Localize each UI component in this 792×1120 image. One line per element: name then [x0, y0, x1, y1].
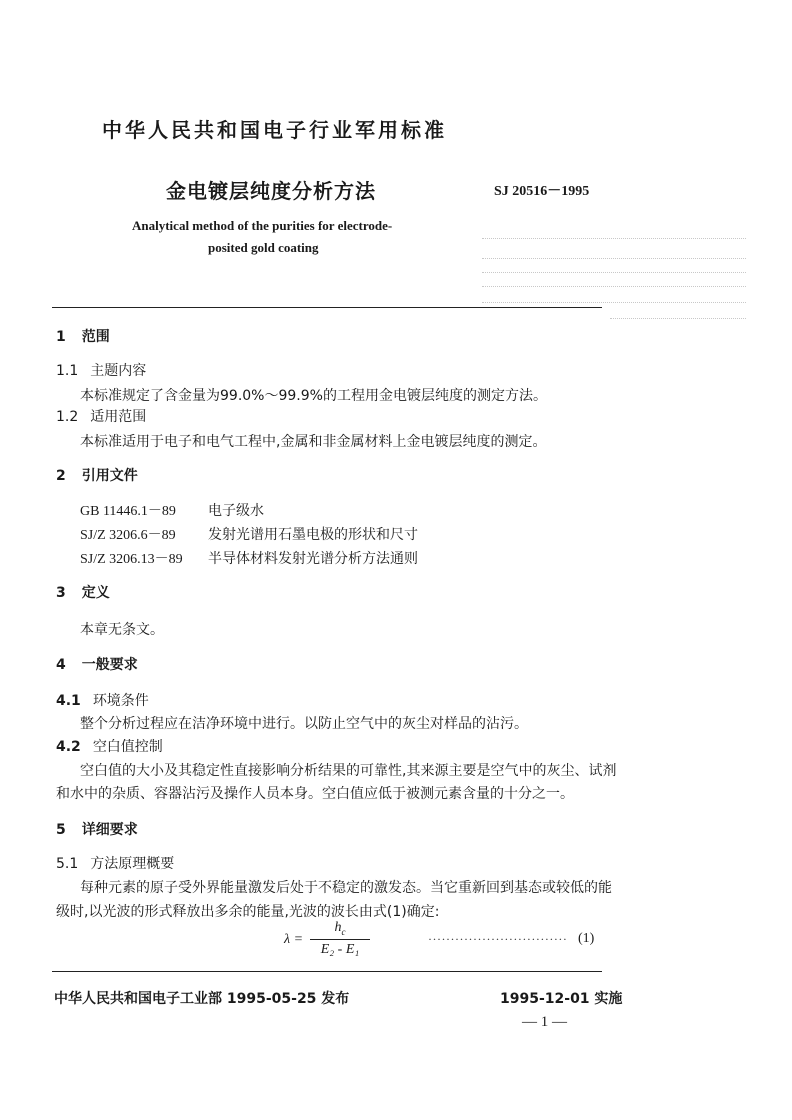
section-number: 1.2 [56, 409, 79, 425]
section-1-2-heading [56, 406, 146, 426]
fraction-bar [310, 939, 370, 940]
section-title: 主题内容 [90, 363, 147, 379]
section-5-1-text-line-2: 级时,以光波的形式释放出多余的能量,光波的波长由式(1)确定: [56, 904, 440, 920]
section-title: 范围 [81, 329, 110, 345]
issuer-line: 中华人民共和国电子工业部 1995-05-25 发布 [54, 991, 350, 1007]
page-number: — 1 — [522, 1014, 567, 1030]
section-number: 5 [56, 822, 66, 838]
formula-number: (1) [578, 931, 595, 946]
section-1-1-text: 本标准规定了含金量为99.0%～99.9%的工程用金电镀层纯度的测定方法。 [80, 388, 547, 404]
section-2-heading [56, 465, 138, 485]
footer-divider [52, 971, 602, 972]
effective-date: 1995-12-01 实施 [500, 991, 623, 1007]
formula-numerator-subscript: c [341, 926, 346, 937]
section-title: 适用范围 [90, 409, 147, 425]
formula-denominator: E₂ - E₁ [320, 941, 360, 957]
scan-artifact-line [482, 302, 746, 303]
reference-item [80, 524, 418, 544]
org-title: 中华人民共和国电子行业军用标准 [102, 118, 447, 142]
scan-artifact-line [610, 318, 746, 319]
formula-lhs: λ = [284, 932, 304, 947]
reference-code: SJ/Z 3206.6－89 [80, 528, 176, 543]
section-4-2-text-line-1: 空白值的大小及其稳定性直接影响分析结果的可靠性,其来源主要是空气中的灰尘、试剂 [80, 763, 617, 779]
section-5-heading [56, 819, 138, 839]
formula-numerator [310, 920, 370, 937]
section-title: 一般要求 [81, 657, 138, 673]
reference-item [80, 548, 418, 568]
section-number: 4.1 [56, 693, 81, 709]
section-1-heading [56, 326, 110, 346]
reference-code: GB 11446.1－89 [80, 504, 176, 519]
english-title-line-1: Analytical method of the purities for electrode- [132, 218, 393, 233]
section-4-1-heading [56, 690, 149, 710]
section-title: 方法原理概要 [90, 856, 175, 872]
section-number: 5.1 [56, 856, 79, 872]
english-title-line-2: posited gold coating [208, 240, 319, 255]
section-number: 1 [56, 329, 66, 345]
section-5-1-heading [56, 853, 174, 873]
section-number: 3 [56, 585, 66, 601]
reference-item [80, 500, 264, 520]
scan-artifact-line [482, 238, 746, 239]
scan-artifact-line [482, 286, 746, 287]
section-number: 4.2 [56, 739, 81, 755]
header-divider [52, 307, 602, 308]
reference-name: 发射光谱用石墨电极的形状和尺寸 [208, 527, 418, 543]
section-number: 1.1 [56, 363, 79, 379]
section-4-2-heading [56, 736, 163, 756]
section-title: 引用文件 [81, 468, 138, 484]
formula-leader: ······························· [428, 932, 568, 946]
section-5-1-text-line-1: 每种元素的原子受外界能量激发后处于不稳定的激发态。当它重新回到基态或较低的能 [80, 880, 612, 896]
section-4-heading [56, 654, 138, 674]
section-4-2-text-line-2: 和水中的杂质、容器沾污及操作人员本身。空白值应低于被测元素含量的十分之一。 [56, 786, 574, 802]
formula-fraction [310, 920, 370, 958]
section-title: 定义 [81, 585, 110, 601]
reference-name: 半导体材料发射光谱分析方法通则 [208, 551, 418, 567]
section-number: 4 [56, 657, 66, 673]
scan-artifact-line [482, 272, 746, 273]
scan-artifact-line [482, 258, 746, 259]
section-3-text: 本章无条文。 [80, 622, 164, 638]
section-title: 空白值控制 [92, 739, 163, 755]
section-4-1-text: 整个分析过程应在洁净环境中进行。以防止空气中的灰尘对样品的沾污。 [80, 716, 528, 732]
section-1-2-text: 本标准适用于电子和电气工程中,金属和非金属材料上金电镀层纯度的测定。 [80, 434, 547, 450]
reference-name: 电子级水 [208, 503, 264, 519]
section-title: 详细要求 [81, 822, 138, 838]
formula-numerator-symbol: h [334, 920, 342, 935]
doc-title: 金电镀层纯度分析方法 [166, 179, 376, 203]
doc-code: SJ 20516－1995 [494, 184, 590, 199]
section-3-heading [56, 582, 110, 602]
section-title: 环境条件 [92, 693, 149, 709]
section-1-1-heading [56, 360, 146, 380]
reference-code: SJ/Z 3206.13－89 [80, 552, 183, 567]
section-number: 2 [56, 468, 66, 484]
